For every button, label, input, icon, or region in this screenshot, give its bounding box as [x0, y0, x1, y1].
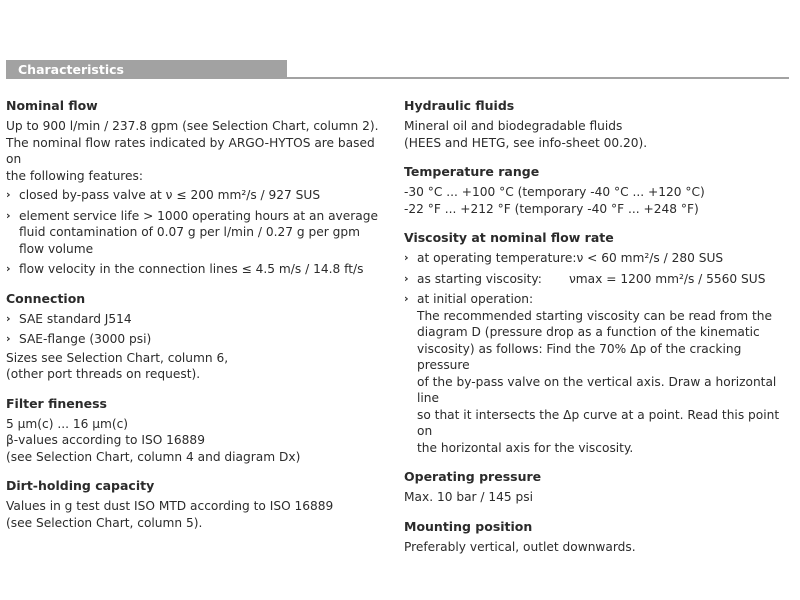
- temperature-text: -30 °C ... +100 °C (temporary -40 °C ... +120 °C) -22 °F ... +212 °F (temporary -40 °F ... +248 °F): [404, 185, 705, 216]
- dirt-holding-heading: Dirt-holding capacity: [6, 478, 155, 493]
- chevron-right-icon: ›: [6, 208, 11, 222]
- list-item: › flow velocity in the connection lines ≤ 4.5 m/s / 14.8 ft/s: [6, 262, 364, 276]
- connection-text: Sizes see Selection Chart, column 6, (other port threads on request).: [6, 350, 229, 381]
- section-header-title: Characteristics: [18, 62, 124, 77]
- temperature-section: [404, 163, 789, 217]
- chevron-right-icon: ›: [6, 311, 11, 325]
- filter-fineness-heading: Filter fineness: [6, 395, 107, 411]
- dirt-holding-text: Values in g test dust ISO MTD according to ISO 16889 (see Selection Chart, column 5).: [6, 499, 334, 530]
- hydraulic-fluids-text: Mineral oil and biodegradable fluids (HEES and HETG, see info-sheet 00.20).: [404, 119, 648, 150]
- chevron-right-icon: ›: [404, 251, 409, 264]
- mounting-section: [404, 518, 789, 556]
- operating-pressure-heading: Operating pressure: [404, 469, 542, 484]
- filter-fineness-text: 5 μm(c) ... 16 μm(c) β-values according to ISO 16889 (see Selection Chart, column 4 and diagram Dx): [6, 416, 301, 464]
- viscosity-list: [404, 250, 789, 456]
- list-item: › closed by-pass valve at ν ≤ 200 mm²/s / 927 SUS: [6, 188, 321, 202]
- operating-pressure-text: Max. 10 bar / 145 psi: [404, 490, 534, 504]
- temperature-heading: Temperature range: [404, 164, 540, 179]
- nominal-flow-intro: Up to 900 l/min / 237.8 gpm (see Selection Chart, column 2). The nominal flow rates indicated by ARGO-HYTOS are based on the following features:: [6, 119, 379, 183]
- list-item: [404, 271, 789, 288]
- viscosity-section: [404, 229, 789, 456]
- mounting-heading: Mounting position: [404, 518, 533, 534]
- connection-heading: Connection: [6, 290, 86, 306]
- right-column: [404, 97, 789, 555]
- connection-section: [6, 290, 391, 383]
- chevron-right-icon: ›: [6, 332, 11, 345]
- starting-viscosity-value: νmax = 1200 mm²/s / 5560 SUS: [569, 271, 766, 286]
- nominal-flow-heading: Nominal flow: [6, 98, 98, 113]
- left-column: [6, 97, 391, 531]
- nominal-flow-section: [6, 97, 391, 278]
- list-item: › at operating temperature:ν < 60 mm²/s / 280 SUS: [404, 251, 724, 265]
- hydraulic-fluids-section: [404, 97, 789, 151]
- section-header: [6, 60, 789, 79]
- viscosity-heading: Viscosity at nominal flow rate: [404, 230, 614, 245]
- section-header-tab: [6, 60, 287, 79]
- filter-fineness-section: [6, 395, 391, 466]
- connection-list: [6, 311, 391, 348]
- mounting-text: Preferably vertical, outlet downwards.: [404, 539, 636, 554]
- chevron-right-icon: ›: [404, 271, 409, 285]
- section-header-rule: [287, 77, 789, 79]
- list-item: › element service life > 1000 operating hours at an average fluid contamination of 0.07 g per l/min / 0.27 g per gpm flow volume: [6, 208, 378, 256]
- starting-viscosity-label: as starting viscosity:: [417, 271, 542, 286]
- chevron-right-icon: ›: [6, 188, 11, 201]
- dirt-holding-section: [6, 477, 391, 531]
- chevron-right-icon: ›: [6, 262, 11, 275]
- list-item: › at initial operation: The recommended starting viscosity can be read from the diagram D (pressure drop as a function of the kinematic viscosity) as follows: Find the 70% Δp of the cracking pressure of the by-pass valve on the vertical axis. Draw a horizontal line so that it intersects the Δp curve at a point. Read this point on the horizontal axis for the viscosity.: [404, 292, 780, 455]
- list-item: › SAE standard J514: [6, 311, 132, 326]
- chevron-right-icon: ›: [404, 292, 409, 305]
- list-item: › SAE-flange (3000 psi): [6, 332, 152, 346]
- hydraulic-fluids-heading: Hydraulic fluids: [404, 98, 515, 113]
- nominal-flow-list: [6, 187, 391, 278]
- operating-pressure-section: [404, 468, 789, 506]
